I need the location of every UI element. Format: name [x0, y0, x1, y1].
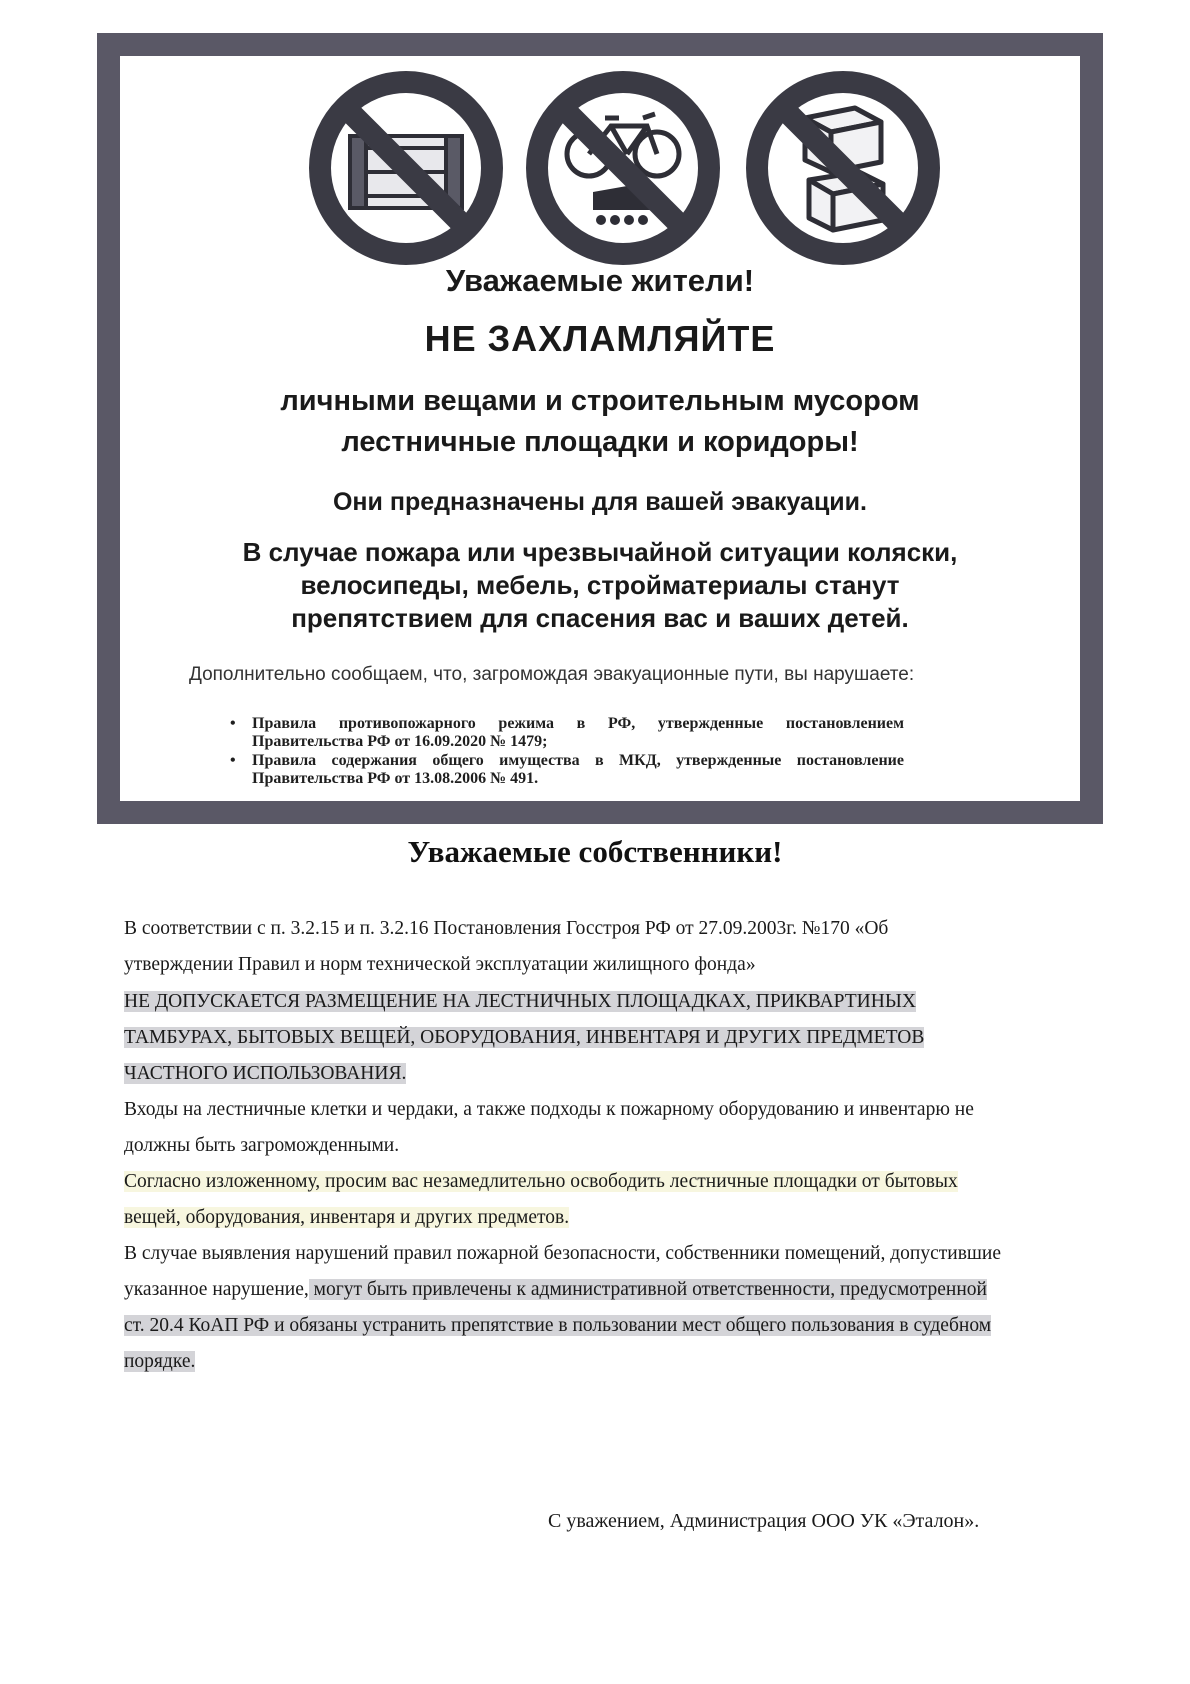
highlighted-text: порядке. [124, 1351, 196, 1372]
laws-list [224, 715, 904, 789]
highlighted-text: ст. 20.4 КоАП РФ и обязаны устранить препятствие в пользовании мест общего пользования в судебном [124, 1315, 992, 1336]
list-item [224, 715, 904, 750]
text-line: Входы на лестничные клетки и чердаки, а также подходы к пожарному оборудованию и инвентарю не [124, 1099, 974, 1120]
highlighted-text: Согласно изложенному, просим вас незамедлительно освободить лестничные площадки от бытовых [124, 1171, 958, 1192]
subline-line: личными вещами и строительным мусором [280, 385, 920, 417]
highlighted-text: вещей, оборудования, инвентаря и других предметов. [124, 1207, 570, 1228]
letter-title: Уважаемые собственники! [407, 834, 783, 869]
text-line: В случае выявления нарушений правил пожарной безопасности, собственники помещений, допустившие [124, 1243, 1002, 1264]
poster-subline [120, 381, 1080, 463]
danger-line: велосипеды, мебель, стройматериалы станут [300, 570, 900, 600]
prohibition-signs [120, 68, 1080, 273]
law-text: Правила противопожарного режима в РФ, утвержденные постановлением Правительства РФ от 16.09.2020 № 1479; [252, 715, 904, 750]
poster-additional-info: Дополнительно сообщаем, что, загромождая эвакуационные пути, вы нарушаете: [189, 664, 915, 685]
no-bicycle-rollerblade-icon [523, 68, 723, 268]
subline-line: лестничные площадки и коридоры! [341, 426, 859, 458]
text-line: утверждении Правил и норм технической эксплуатации жилищного фонда» [124, 954, 756, 975]
text-line: В соответствии с п. 3.2.15 и п. 3.2.16 Постановления Госстроя РФ от 27.09.2003г. №170 «Об [124, 918, 889, 939]
poster-danger [120, 536, 1080, 635]
poster-purpose: Они предназначены для вашей эвакуации. [332, 488, 867, 516]
paragraph-entrances [124, 1092, 1054, 1164]
text-line: должны быть загроможденными. [124, 1135, 400, 1156]
poster-greeting: Уважаемые жители! [445, 263, 755, 298]
highlighted-text: ЧАСТНОГО ИСПОЛЬЗОВАНИЯ. [124, 1063, 407, 1084]
paragraph-reference [124, 911, 1054, 983]
law-text: Правила содержания общего имущества в МКД, утвержденные постановление Правительства РФ от 13.08.2006 № 491. [252, 752, 904, 787]
paragraph-request [124, 1164, 1054, 1236]
list-item [224, 752, 904, 787]
highlighted-text: НЕ ДОПУСКАЕТСЯ РАЗМЕЩЕНИЕ НА ЛЕСТНИЧНЫХ ПЛОЩАДКАХ, ПРИКВАРТИНЫХ [124, 991, 916, 1012]
text-segment: указанное нарушение, [124, 1279, 309, 1300]
paragraph-liability [124, 1236, 1054, 1380]
paragraph-prohibition [124, 984, 1054, 1092]
highlighted-text: ТАМБУРАХ, БЫТОВЫХ ВЕЩЕЙ, ОБОРУДОВАНИЯ, ИНВЕНТАРЯ И ДРУГИХ ПРЕДМЕТОВ [124, 1027, 925, 1048]
no-boxes-icon [306, 68, 506, 268]
bullet-icon: • [230, 715, 236, 732]
danger-line: препятствием для спасения вас и ваших детей. [291, 603, 909, 633]
no-stacked-boxes-icon [743, 68, 943, 268]
signature: С уважением, Администрация ООО УК «Эталон». [548, 1510, 980, 1532]
poster [97, 33, 1103, 824]
danger-line: В случае пожара или чрезвычайной ситуации коляски, [242, 537, 958, 567]
bullet-icon: • [230, 752, 236, 769]
poster-headline: НЕ ЗАХЛАМЛЯЙТЕ [424, 318, 776, 359]
highlighted-text: могут быть привлечены к административной ответственности, предусмотренной [308, 1279, 987, 1300]
